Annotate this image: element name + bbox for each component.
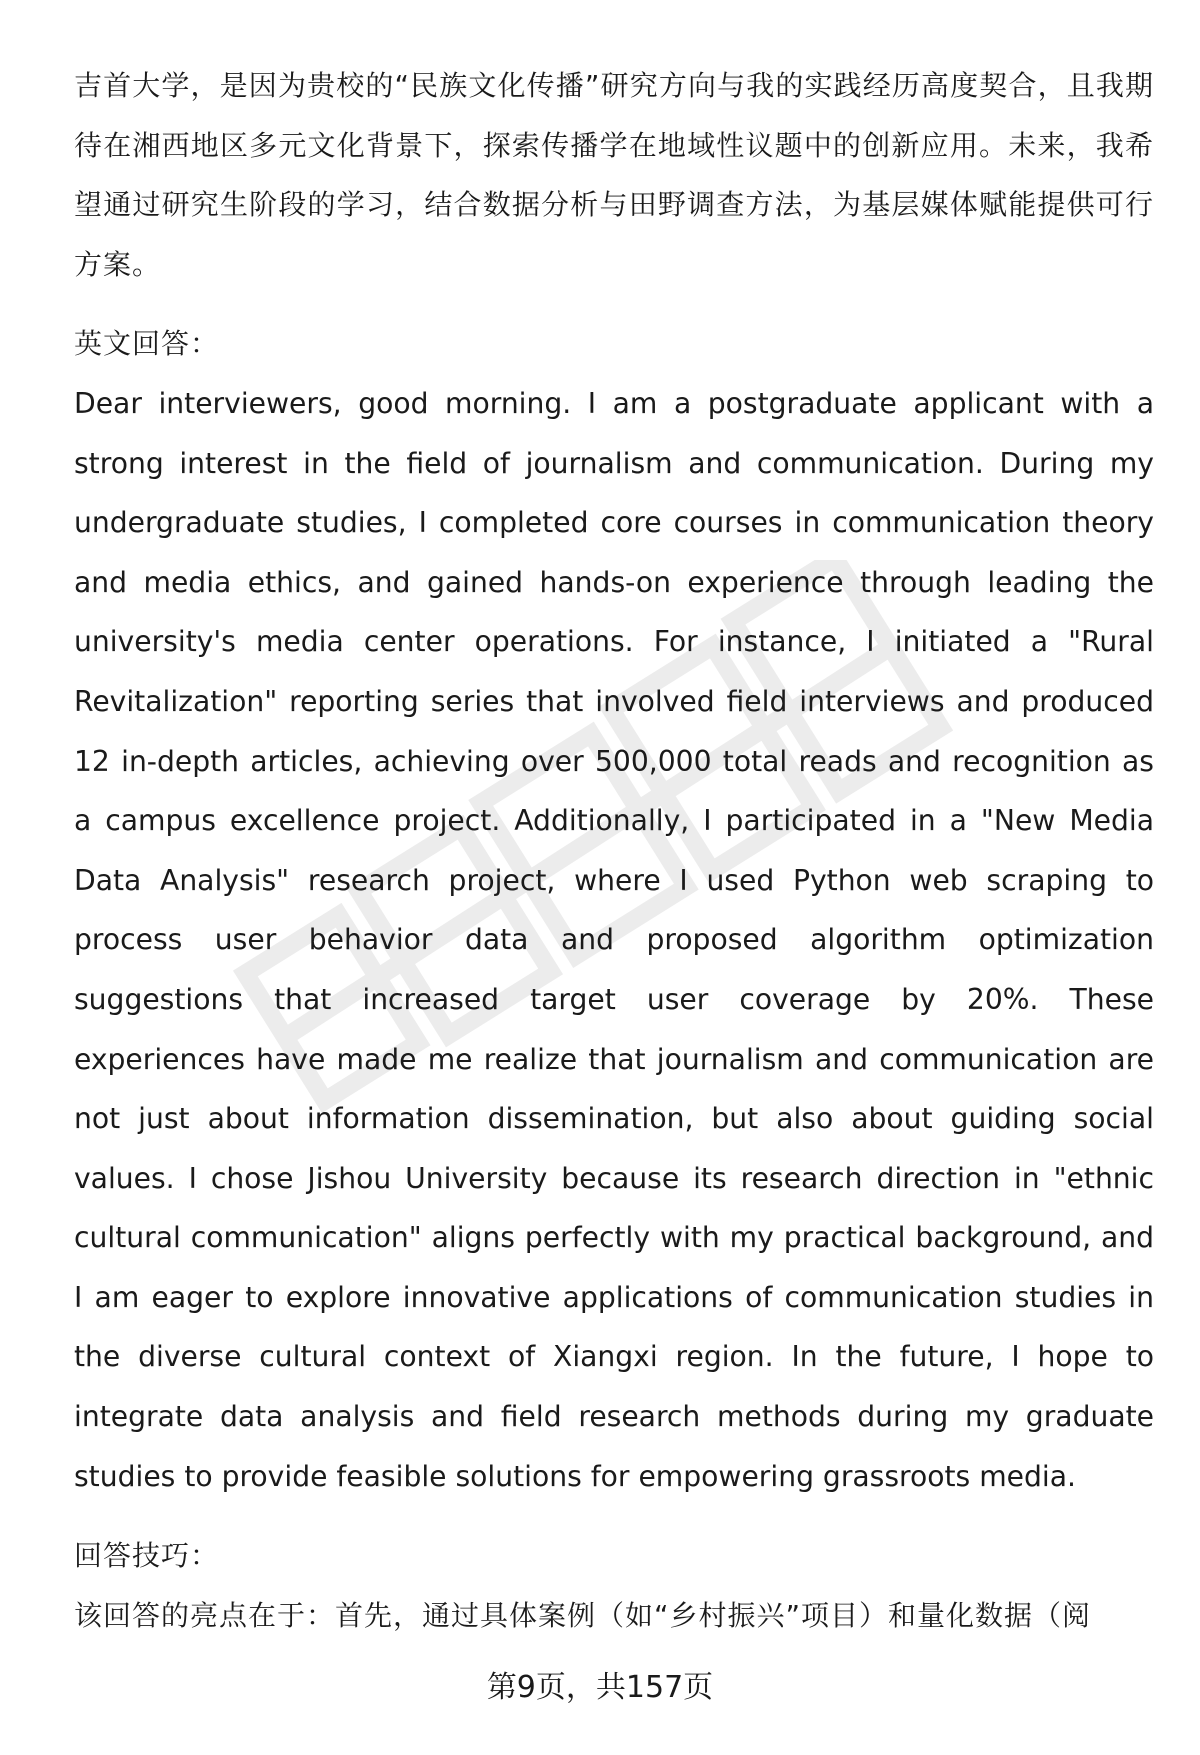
tips-heading: 回答技巧：	[74, 1539, 220, 1573]
document-body	[74, 56, 1154, 1645]
tips-paragraph: 该回答的亮点在于：首先，通过具体案例（如“乡村振兴”项目）和量化数据（阅	[74, 1598, 1092, 1632]
english-answer-paragraph: Dear interviewers, good morning. I am a postgraduate applicant with a strong interest in the field of journalism and communication. During my undergraduate studies, I completed core courses in communication theory and media ethics, and gained hands-on experience through leading the university's media center operations. For instance, I initiated a "Rural Revitalization" reporting series that involved field interviews and produced 12 in-depth articles, achieving over 500,000 total reads and recognition as a campus excellence project. Additionally, I participated in a "New Media Data Analysis" research project, where I used Python web scraping to process user behavior data and proposed algorithm optimization suggestions that increased target user coverage by 20%. These experiences have made me realize that journalism and communication are not just about information dissemination, but also about guiding social values. I chose Jishou University because its research direction in "ethnic cultural communication" aligns perfectly with my practical background, and I am eager to explore innovative applications of communication studies in the diverse cultural context of Xiangxi region. In the future, I hope to integrate data analysis and field research methods during my graduate studies to provide feasible solutions for empowering grassroots media.	[74, 386, 1154, 1493]
section-gap	[74, 294, 1154, 314]
section-gap	[74, 1506, 1154, 1526]
english-answer-heading: 英文回答：	[74, 327, 220, 361]
page-number-footer: 第9页，共157页	[486, 1670, 714, 1705]
intro-paragraph: 吉首大学，是因为贵校的“民族文化传播”研究方向与我的实践经历高度契合，且我期待在湘西地区多元文化背景下，探索传播学在地域性议题中的创新应用。未来，我希望通过研究生阶段的学习，结合数据分析与田野调查方法，为基层媒体赋能提供可行方案。	[74, 69, 1154, 281]
